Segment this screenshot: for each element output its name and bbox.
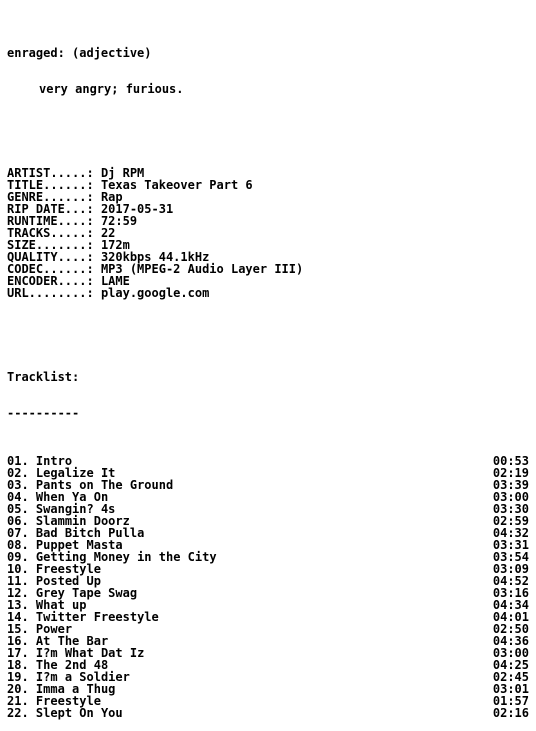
track-number: 22. xyxy=(7,706,29,720)
info-separator: : xyxy=(86,178,101,192)
track-number: 18. xyxy=(7,658,29,672)
track-duration: 04:25 xyxy=(492,658,529,672)
info-key: ENCODER.... xyxy=(7,274,87,288)
track-duration: 03:39 xyxy=(492,478,529,492)
info-key: ARTIST..... xyxy=(7,166,87,180)
track-duration: 02:45 xyxy=(492,670,529,684)
info-separator: : xyxy=(86,190,101,204)
track-duration: 03:16 xyxy=(492,586,529,600)
track-number: 08. xyxy=(7,538,29,552)
info-value: MP3 (MPEG-2 Audio Layer III) xyxy=(100,262,304,276)
track-number: 13. xyxy=(7,598,29,612)
track-title: At The Bar xyxy=(35,634,109,648)
track-number: 11. xyxy=(7,574,29,588)
track-duration: 03:30 xyxy=(492,502,529,516)
info-key: SIZE....... xyxy=(7,238,87,252)
track-title: I?m What Dat Iz xyxy=(35,646,145,660)
track-title: Getting Money in the City xyxy=(35,550,217,564)
definition-word-line: enraged: (adjective) xyxy=(7,46,152,60)
track-duration: 00:53 xyxy=(492,454,529,468)
track-title: I?m a Soldier xyxy=(35,670,130,684)
track-duration: 04:34 xyxy=(492,598,529,612)
track-number: 15. xyxy=(7,622,29,636)
track-duration: 03:00 xyxy=(492,490,529,504)
tracklist-rule: ---------- xyxy=(7,406,80,420)
track-title: Twitter Freestyle xyxy=(35,610,159,624)
track-title: Power xyxy=(35,622,73,636)
info-separator: : xyxy=(86,286,101,300)
track-duration: 03:31 xyxy=(492,538,529,552)
info-value: Texas Takeover Part 6 xyxy=(100,178,253,192)
track-duration: 02:16 xyxy=(492,706,529,720)
info-separator: : xyxy=(86,214,101,228)
track-number: 14. xyxy=(7,610,29,624)
track-number: 04. xyxy=(7,490,29,504)
track-duration: 03:54 xyxy=(492,550,529,564)
track-duration: 03:00 xyxy=(492,646,529,660)
track-number: 17. xyxy=(7,646,29,660)
info-key: RUNTIME.... xyxy=(7,214,87,228)
track-label xyxy=(7,707,123,719)
info-value: 2017-05-31 xyxy=(100,202,174,216)
track-title: Intro xyxy=(35,454,73,468)
track-duration: 03:01 xyxy=(492,682,529,696)
track-title: Freestyle xyxy=(35,562,101,576)
track-number: 12. xyxy=(7,586,29,600)
track-title: Imma a Thug xyxy=(35,682,116,696)
info-value: play.google.com xyxy=(100,286,210,300)
track-duration: 02:50 xyxy=(492,622,529,636)
track-number: 03. xyxy=(7,478,29,492)
info-value: 22 xyxy=(100,226,116,240)
info-row xyxy=(7,287,529,299)
info-key: GENRE...... xyxy=(7,190,87,204)
info-value: 320kbps 44.1kHz xyxy=(100,250,210,264)
track-duration: 04:52 xyxy=(492,574,529,588)
info-separator: : xyxy=(86,250,101,264)
track-duration: 01:57 xyxy=(492,694,529,708)
track-number: 01. xyxy=(7,454,29,468)
track-duration: 02:19 xyxy=(492,466,529,480)
track-row xyxy=(7,707,529,719)
info-separator: : xyxy=(86,238,101,252)
track-number: 16. xyxy=(7,634,29,648)
release-info xyxy=(7,167,529,299)
track-number: 10. xyxy=(7,562,29,576)
info-separator: : xyxy=(86,202,101,216)
track-duration: 04:32 xyxy=(492,526,529,540)
spacer xyxy=(7,119,529,131)
info-key: TRACKS..... xyxy=(7,226,87,240)
info-key: QUALITY.... xyxy=(7,250,87,264)
track-title: Posted Up xyxy=(35,574,101,588)
track-title: Swangin? 4s xyxy=(35,502,116,516)
info-value: LAME xyxy=(100,274,130,288)
track-title: Grey Tape Swag xyxy=(35,586,138,600)
track-title: Puppet Masta xyxy=(35,538,123,552)
track-duration: 02:59 xyxy=(492,514,529,528)
track-row xyxy=(7,611,529,623)
track-number: 02. xyxy=(7,466,29,480)
track-title: When Ya On xyxy=(35,490,109,504)
nfo-document xyxy=(7,23,529,731)
track-number: 06. xyxy=(7,514,29,528)
track-title: Legalize It xyxy=(35,466,116,480)
info-key: CODEC...... xyxy=(7,262,87,276)
info-separator: : xyxy=(86,226,101,240)
spacer xyxy=(7,335,529,347)
info-separator: : xyxy=(86,166,101,180)
definition-meaning: very angry; furious. xyxy=(39,82,184,96)
track-duration: 04:01 xyxy=(492,610,529,624)
track-duration: 03:09 xyxy=(492,562,529,576)
info-value: 172m xyxy=(100,238,130,252)
info-value: Dj RPM xyxy=(100,166,145,180)
track-title: Slammin Doorz xyxy=(35,514,130,528)
info-separator: : xyxy=(86,262,101,276)
track-number: 07. xyxy=(7,526,29,540)
info-separator: : xyxy=(86,274,101,288)
info-key: RIP DATE... xyxy=(7,202,87,216)
track-number: 21. xyxy=(7,694,29,708)
track-title: Freestyle xyxy=(35,694,101,708)
track-number: 05. xyxy=(7,502,29,516)
tracklist-heading: Tracklist: xyxy=(7,370,80,384)
track-title: Pants on The Ground xyxy=(35,478,174,492)
track-duration: 04:36 xyxy=(492,634,529,648)
info-key: TITLE...... xyxy=(7,178,87,192)
info-value: 72:59 xyxy=(100,214,138,228)
track-title: Slept On You xyxy=(35,706,123,720)
info-key: URL........ xyxy=(7,286,87,300)
track-number: 20. xyxy=(7,682,29,696)
track-number: 09. xyxy=(7,550,29,564)
track-title: What up xyxy=(35,598,87,612)
tracklist xyxy=(7,455,529,719)
info-value: Rap xyxy=(100,190,123,204)
track-title: Bad Bitch Pulla xyxy=(35,526,145,540)
track-number: 19. xyxy=(7,670,29,684)
track-title: The 2nd 48 xyxy=(35,658,109,672)
